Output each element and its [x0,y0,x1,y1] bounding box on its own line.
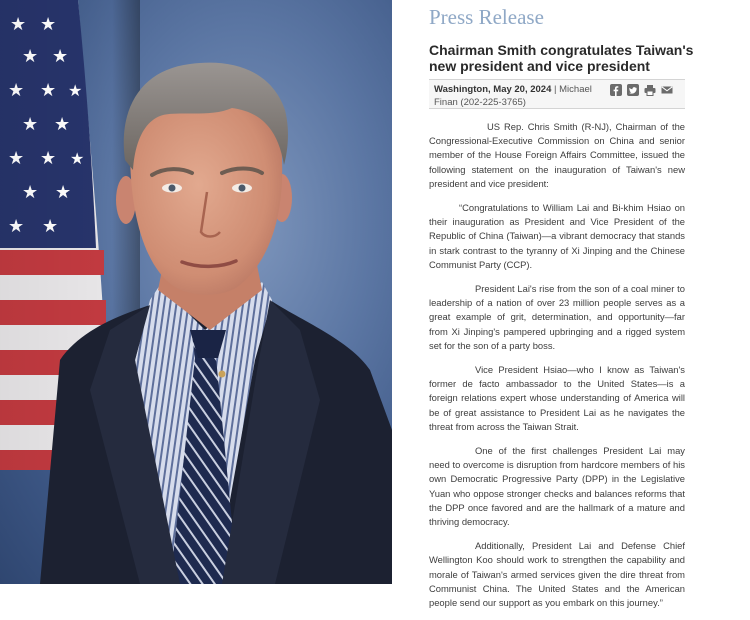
dateline-place-date: Washington, May 20, 2024 [434,84,552,95]
dateline-bar [429,79,685,109]
paragraph: “Congratulations to William Lai and Bi-khim Hsiao on their inauguration as President and Vice President of the Republic of China (Taiwan)—a vibrant democracy that stands in stark contrast to the tyranny of Xi Jinping and the Chinese Communist Party (CCP). [429,202,685,270]
twitter-icon[interactable] [627,83,639,95]
dateline [434,83,604,109]
congressman-portrait-illustration [0,0,392,584]
section-title: Press Release [429,5,544,29]
paragraph: President Lai's rise from the son of a coal miner to leadership of a nation of over 23 million people serves as a great example of grit, determination, and opportunity—far from Xi Jinping's pampered upbringing and a rigged system set for the son of a party boss. [429,283,685,351]
press-release-panel [398,0,750,609]
facebook-icon[interactable] [610,83,622,95]
share-toolbar [610,83,673,95]
email-icon[interactable] [661,83,673,95]
paragraph: One of the first challenges President Lai may need to overcome is disruption from hardcore members of his own Democratic Progressive Party (DPP) in the Legislative Yuan who oppose stronger checks and balances reforms that the DPP once favored and are the hallmark of a mature and thriving democracy. [429,445,685,528]
portrait-photo [0,0,392,584]
paragraph: Additionally, President Lai and Defense Chief Wellington Koo should work to strengthen the capability and morale of Taiwan's armed services given the dire threat from Communist China. The United States and the American people send our support as you embark on this journey.” [429,540,685,609]
print-icon[interactable] [644,83,656,95]
paragraph: US Rep. Chris Smith (R-NJ), Chairman of the Congressional-Executive Commission on China and senior member of the House Foreign Affairs Committee, issued the following statement on the inauguration of Taiwan's new president and vice president: [429,121,685,189]
paragraph: Vice President Hsiao—who I know as Taiwan's former de facto ambassador to the United States—is a foreign relations expert whose understanding of America will be of great assistance to President Lai as he navigates the threat from across the Taiwan Strait. [429,364,685,432]
dateline-contact: Michael Finan (202-225-3765) [434,84,592,108]
press-release-headline: Chairman Smith congratulates Taiwan's new president and vice president [429,42,694,74]
dateline-separator: | [551,84,560,95]
press-release-body [429,120,685,620]
